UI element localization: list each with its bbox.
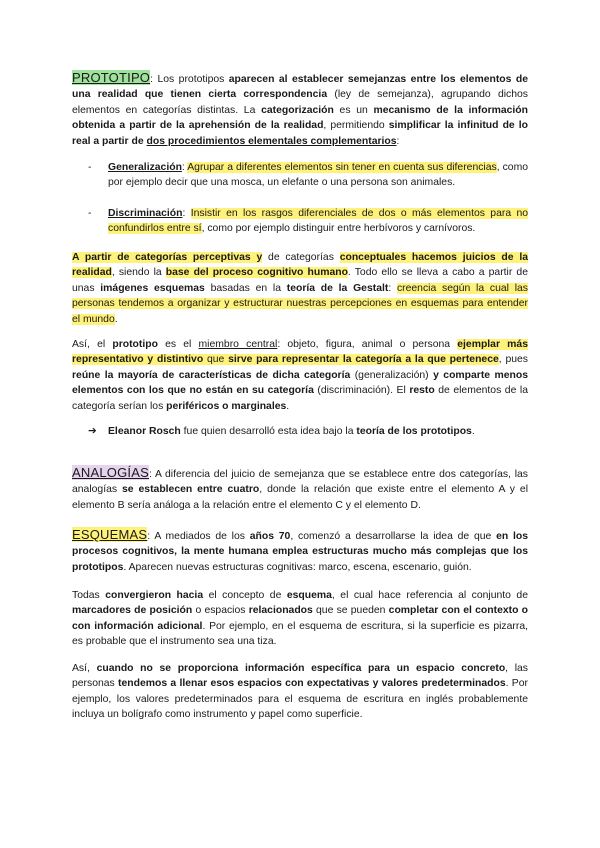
- list-item-generalizacion: - Generalización: Agrupar a diferentes elementos sin tener en cuenta sus diferencias, como por ejemplo decir que una mosca, un elefante o una persona son animales.: [88, 162, 529, 189]
- esquema-concept-paragraph: Todas convergieron hacia el concepto de esquema, el cual hace referencia al conjunto de marcadores de posición o espacios relacionados que se pueden completar con el contexto o con información adicional. Por ejemplo, en el esquema de escritura, si la superficie es pizarra, es probable que el instrumento sea una tiza.: [72, 590, 529, 648]
- esquemas-heading: ESQUEMAS: [72, 527, 148, 542]
- analogias-paragraph: ANALOGÍAS: A diferencia del juicio de semejanza que se establece entre dos categorías, las analogías se establecen entre cuatro, donde la relación que existe entre el elemento A y el elemento B sería análoga a la relación entre el elemento C y el elemento D.: [72, 465, 528, 511]
- list-item-discriminacion: - Discriminación: Insistir en los rasgos diferenciales de dos o más elementos para no confundirlos entre sí, como por ejemplo distinguir entre herbívoros y carnívoros.: [88, 208, 529, 235]
- discriminacion-term: Discriminación: [108, 208, 183, 219]
- list-dash: -: [88, 208, 92, 219]
- eleanor-rosch-note: ➔ Eleanor Rosch fue quien desarrolló esta idea bajo la teoría de los prototipos.: [88, 424, 528, 439]
- gestalt-paragraph: A partir de categorías perceptivas y de categorías conceptuales hacemos juicios de la realidad, siendo la base del proceso cognitivo humano. Todo ello se lleva a cabo a partir de unas imágenes esquemas basadas en la teoría de la Gestalt: creencia según la cual las personas tendemos a organizar y estructurar nuestras percepciones en esquemas para entender el mundo.: [72, 252, 528, 325]
- esquemas-paragraph: ESQUEMAS: A mediados de los años 70, comenzó a desarrollarse la idea de que en los procesos cognitivos, la mente humana emplea estructuras mucho más complejas que los prototipos. Aparecen nuevas estructuras cognitivas: marco, escena, escenario, guión.: [72, 527, 528, 573]
- generalizacion-term: Generalización: [108, 162, 182, 173]
- valores-predeterminados-paragraph: Así, cuando no se proporciona información específica para un espacio concreto, las personas tendemos a llenar esos espacios con expectativas y valores predeterminados. Por ejemplo, los valores predeterminados para el esquema de escritura en inglés probablemente incluya un bolígrafo como instrumento y papel como superficie.: [72, 663, 528, 721]
- analogias-heading: ANALOGÍAS: [72, 465, 149, 480]
- prototipo-paragraph: PROTOTIPO: Los prototipos aparecen al establecer semejanzas entre los elementos de una realidad que tienen cierta correspondencia (ley de semejanza), agrupando dichos elementos en categorías distintas. La categorización es un mecanismo de la información obtenida a partir de la aprehensión de la realidad, permitiendo simplificar la infinitud de lo real a partir de dos procedimientos elementales complementarios:: [72, 70, 529, 147]
- miembro-central-paragraph: Así, el prototipo es el miembro central: objeto, figura, animal o persona ejemplar más representativo y distintivo que sirve para representar la categoría a la que pertenece, pues reúne la mayoría de características de dicha categoría (generalización) y comparte menos elementos con los que no están en su categoría (discriminación). El resto de elementos de la categoría serían los periféricos o marginales.: [72, 339, 528, 412]
- list-dash: -: [88, 162, 92, 173]
- arrow-icon: ➔: [88, 426, 97, 437]
- prototipo-heading: PROTOTIPO: [72, 70, 151, 85]
